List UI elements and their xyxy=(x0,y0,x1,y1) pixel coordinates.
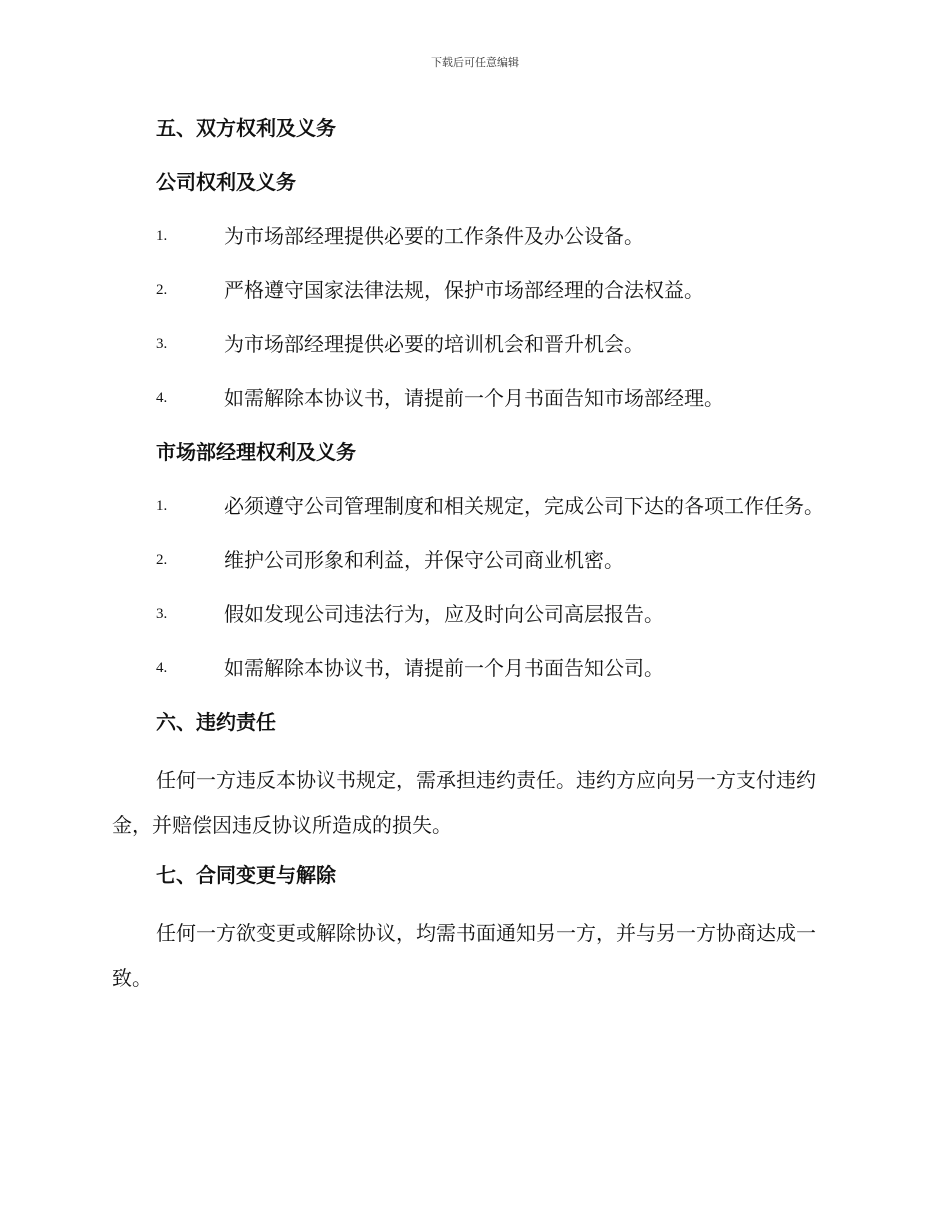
manager-item-4 xyxy=(112,650,832,686)
manager-rights-title: 市场部经理权利及义务 xyxy=(156,440,356,464)
list-text: 如需解除本协议书，请提前一个月书面告知公司。 xyxy=(224,656,664,680)
section-7-title: 七、合同变更与解除 xyxy=(156,863,336,887)
document-body xyxy=(112,110,832,1010)
section-5-title: 五、双方权利及义务 xyxy=(156,116,336,140)
list-number: 3. xyxy=(156,606,168,622)
list-text: 为市场部经理提供必要的工作条件及办公设备。 xyxy=(224,224,644,248)
section-6-body: 任何一方违反本协议书规定，需承担违约责任。违约方应向另一方支付违约金，并赔偿因违反协议所造成的损失。 xyxy=(112,768,816,837)
section-6-title: 六、违约责任 xyxy=(156,710,276,734)
list-text: 如需解除本协议书，请提前一个月书面告知市场部经理。 xyxy=(224,386,724,410)
manager-item-1 xyxy=(112,488,832,524)
list-number: 1. xyxy=(156,228,168,244)
list-number: 2. xyxy=(156,552,168,568)
manager-item-3 xyxy=(112,596,832,632)
section-7-body: 任何一方欲变更或解除协议，均需书面通知另一方，并与另一方协商达成一致。 xyxy=(112,921,816,990)
list-text: 必须遵守公司管理制度和相关规定，完成公司下达的各项工作任务。 xyxy=(224,494,824,518)
list-number: 3. xyxy=(156,336,168,352)
list-number: 1. xyxy=(156,498,168,514)
company-item-1 xyxy=(112,218,832,254)
list-number: 4. xyxy=(156,660,168,676)
company-item-3 xyxy=(112,326,832,362)
list-text: 假如发现公司违法行为，应及时向公司高层报告。 xyxy=(224,602,664,626)
list-text: 维护公司形象和利益，并保守公司商业机密。 xyxy=(224,548,624,572)
company-item-4 xyxy=(112,380,832,416)
company-rights-title: 公司权利及义务 xyxy=(156,170,296,194)
list-text: 严格遵守国家法律法规，保护市场部经理的合法权益。 xyxy=(224,278,704,302)
list-text: 为市场部经理提供必要的培训机会和晋升机会。 xyxy=(224,332,644,356)
list-number: 2. xyxy=(156,282,168,298)
list-number: 4. xyxy=(156,390,168,406)
company-item-2 xyxy=(112,272,832,308)
page-header: 下载后可任意编辑 xyxy=(431,56,519,69)
manager-item-2 xyxy=(112,542,832,578)
